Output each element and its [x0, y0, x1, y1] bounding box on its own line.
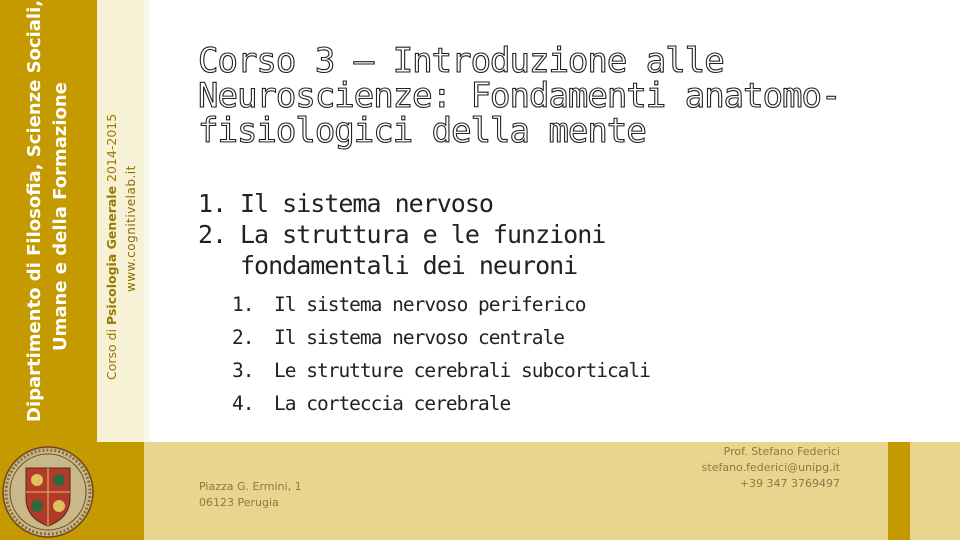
address-city: 06123 Perugia	[199, 496, 279, 509]
list-text: La struttura e le funzioni fondamentali dei neuroni	[240, 220, 606, 280]
footer-stripe	[888, 442, 910, 540]
main-topic-list	[198, 188, 620, 281]
list-text: Il sistema nervoso periferico	[274, 293, 586, 316]
list-number: 1.	[198, 189, 227, 218]
list-item	[232, 321, 650, 354]
address-street: Piazza G. Ermini, 1	[199, 480, 302, 493]
course-year: 2014-2015	[104, 113, 119, 186]
list-item	[232, 387, 650, 420]
contact-info	[670, 444, 840, 492]
slide-title: Corso 3 – Introduzione alle Neuroscienze: Fondamenti anatomo-fisiologici della mente	[198, 41, 841, 151]
contact-email[interactable]: stefano.federici@unipg.it	[701, 461, 840, 474]
contact-phone: +39 347 3769497	[739, 477, 840, 490]
list-item	[232, 354, 650, 387]
department-line-1: Dipartimento di Filosofia, Scienze Sociali,	[24, 0, 45, 422]
list-text: Le strutture cerebrali subcorticali	[274, 359, 650, 382]
list-item	[198, 219, 620, 281]
list-number: 1.	[232, 293, 254, 316]
list-number: 4.	[232, 392, 254, 415]
address	[199, 479, 302, 511]
website-link[interactable]: www.cognitivelab.it	[124, 165, 138, 292]
course-name: Psicologia Generale	[104, 185, 119, 325]
course-label	[104, 20, 119, 380]
department-name	[22, 0, 74, 422]
list-number: 2.	[198, 220, 227, 249]
sidebar-edge	[144, 0, 150, 442]
list-text: Il sistema nervoso	[240, 189, 493, 218]
list-item	[232, 288, 650, 321]
subtopic-list	[232, 288, 650, 420]
course-prefix: Corso di	[104, 324, 119, 380]
department-line-2: Umane e della Formazione	[50, 82, 71, 352]
list-text: La corteccia cerebrale	[274, 392, 511, 415]
list-number: 2.	[232, 326, 254, 349]
list-item	[198, 188, 620, 219]
university-seal-icon	[2, 446, 94, 538]
list-text: Il sistema nervoso centrale	[274, 326, 564, 349]
contact-name: Prof. Stefano Federici	[723, 445, 840, 458]
list-number: 3.	[232, 359, 254, 382]
